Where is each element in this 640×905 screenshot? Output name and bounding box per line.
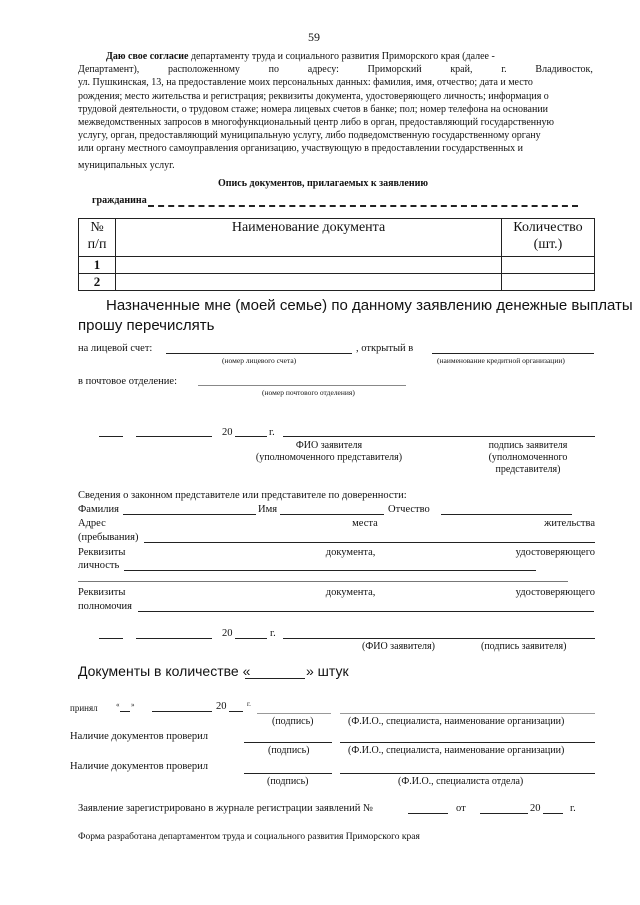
- table-header-row: [79, 219, 595, 257]
- form-footer: Форма разработана департаментом труда и социального развития Приморского края: [78, 832, 420, 842]
- authority-document-line: [78, 587, 595, 598]
- checked1-sign-hint: (подпись): [268, 745, 310, 756]
- consent-line-2: [78, 63, 593, 76]
- consent-word: расположенному: [168, 64, 240, 76]
- consent-line: рождения; место жительства и регистрация; реквизиты документа, удостоверяющего личность; информация о: [78, 90, 549, 102]
- stay-label: (пребывания): [78, 532, 139, 543]
- registration-year-field[interactable]: [543, 813, 563, 814]
- inventory-title: Опись документов, прилагаемых к заявлению: [218, 178, 428, 189]
- registration-year-suffix: г.: [570, 803, 576, 814]
- checked2-signature-field[interactable]: [244, 773, 332, 774]
- accepted-day-field[interactable]: [120, 711, 130, 712]
- checked2-sign-hint: (подпись): [267, 776, 309, 787]
- checked2-fio-field[interactable]: [340, 773, 595, 774]
- date-day-field[interactable]: [99, 436, 123, 437]
- year-suffix: г.: [269, 427, 275, 438]
- docs-count-prefix: Документы в количестве «: [78, 663, 251, 679]
- identity-label: личность: [78, 560, 120, 571]
- docs-count-field[interactable]: [245, 678, 305, 679]
- row-num: 1: [79, 257, 116, 274]
- row-num: 2: [79, 274, 116, 291]
- consent-word: Департамент),: [78, 64, 140, 76]
- header-num-line: №: [90, 220, 104, 235]
- header-num-line: п/п: [87, 237, 107, 252]
- date-year-field[interactable]: [235, 436, 267, 437]
- account-label: на лицевой счет:: [78, 343, 153, 354]
- quote-open: «: [116, 701, 120, 709]
- registration-from: от: [456, 803, 466, 814]
- id-document-line: [78, 547, 595, 558]
- header-qty-line: (шт.): [533, 237, 563, 252]
- row-name-cell[interactable]: [116, 274, 502, 291]
- registration-number-field[interactable]: [408, 813, 448, 814]
- signature-hint-line: представителя): [495, 464, 561, 475]
- post-office-field[interactable]: [198, 385, 406, 386]
- header-qty: [502, 219, 595, 257]
- account-number-field[interactable]: [166, 353, 352, 354]
- year2-suffix: г.: [270, 628, 276, 639]
- consent-word: г.: [501, 64, 507, 76]
- registration-date-field[interactable]: [480, 813, 528, 814]
- consent-line1-rest: департаменту труда и социального развития Приморского края (далее -: [190, 51, 495, 62]
- consent-line: или органу местного самоуправления организацию, участвующую в предоставлении государственных и: [78, 143, 523, 155]
- checked2-fio-hint: (Ф.И.О., специалиста отдела): [398, 776, 524, 787]
- citizen-label: гражданина: [92, 195, 147, 206]
- identity-field[interactable]: [124, 570, 536, 571]
- signature-hint-line: подпись заявителя: [488, 440, 568, 451]
- consent-word: край,: [450, 64, 473, 76]
- account-hint: (номер лицевого счета): [222, 356, 297, 365]
- authority-word: документа,: [325, 587, 376, 598]
- accepted-year-suffix: г.: [247, 700, 251, 708]
- consent-line: межведомственных запросов в многофункциональный центр либо в орган, предоставляющий государственную: [78, 117, 554, 129]
- fio-hint-line: (уполномоченного представителя): [255, 452, 403, 463]
- consent-word: Владивосток,: [535, 64, 593, 76]
- opened-label: , открытый в: [356, 343, 414, 354]
- consent-line: ул. Пушкинская, 13, на предоставление моих персональных данных: фамилия, имя, отчество; дата и место: [78, 77, 533, 89]
- fio-hint: [249, 440, 409, 464]
- address-word: жительства: [544, 518, 595, 529]
- authority-word: удостоверяющего: [515, 587, 595, 598]
- header-name: Наименование документа: [116, 219, 502, 257]
- post-hint: (номер почтового отделения): [262, 388, 355, 397]
- consent-lead: Даю свое согласие: [106, 51, 189, 62]
- consent-line: услугу, орган, предоставляющий муниципальную услугу, либо подведомственную государственному органу: [78, 130, 541, 142]
- payments-line-1: Назначенные мне (моей семье) по данному заявлению денежные выплаты: [106, 297, 633, 314]
- consent-word: Приморский: [367, 64, 422, 76]
- checked2-label: Наличие документов проверил: [70, 761, 209, 772]
- id-word: Реквизиты: [78, 547, 126, 558]
- authority-field[interactable]: [138, 611, 594, 612]
- fio2-hint: (ФИО заявителя): [362, 641, 435, 652]
- address-field[interactable]: [144, 542, 595, 543]
- name-field[interactable]: [280, 514, 384, 515]
- accepted-fio-field[interactable]: [340, 713, 595, 714]
- surname-label: Фамилия: [78, 504, 119, 515]
- consent-last-line: муниципальных услуг.: [78, 159, 175, 171]
- consent-word: по: [268, 64, 280, 76]
- identity-extra-line[interactable]: [78, 581, 568, 582]
- signature-hint: [474, 440, 582, 476]
- header-qty-line: Количество: [513, 220, 583, 235]
- citizen-name-field[interactable]: [148, 205, 578, 207]
- consent-paragraph: [78, 50, 593, 172]
- accepted-sign-hint: (подпись): [272, 716, 314, 727]
- header-num: [79, 219, 116, 257]
- checked1-signature-field[interactable]: [244, 742, 332, 743]
- registration-text: Заявление зарегистрировано в журнале регистрации заявлений №: [78, 803, 374, 814]
- fio-signature-field[interactable]: [283, 436, 595, 437]
- credit-org-field[interactable]: [432, 353, 594, 354]
- date-month-field[interactable]: [136, 436, 212, 437]
- accepted-year-field[interactable]: [229, 711, 243, 712]
- address-word: места: [352, 518, 378, 529]
- consent-line: трудовой деятельности, о трудовом стаже; номера лицевых счетов в банке; пол; номер телефона на основании: [78, 103, 549, 115]
- accepted-signature-field[interactable]: [257, 713, 331, 714]
- patronymic-label: Отчество: [388, 504, 430, 515]
- quote-close: »: [131, 701, 135, 709]
- id-word: удостоверяющего: [515, 547, 595, 558]
- row-qty-cell[interactable]: [502, 274, 595, 291]
- authority-word: Реквизиты: [78, 587, 126, 598]
- patronymic-field[interactable]: [441, 514, 572, 515]
- registration-year-prefix: 20: [530, 803, 541, 814]
- signature2-hint: (подпись заявителя): [481, 641, 567, 652]
- date2-month-field[interactable]: [136, 638, 212, 639]
- checked1-fio-hint: (Ф.И.О., специалиста, наименование организации): [348, 745, 565, 756]
- post-label: в почтовое отделение:: [78, 376, 177, 387]
- consent-line-1: [78, 50, 593, 63]
- fio-hint-line: ФИО заявителя: [295, 440, 363, 451]
- representative-title: Сведения о законном представителе или представителе по доверенности:: [78, 490, 407, 501]
- table-row: [79, 274, 595, 291]
- year-prefix: 20: [222, 427, 233, 438]
- address-word: Адрес: [78, 518, 106, 529]
- accepted-fio-hint: (Ф.И.О., специалиста, наименование организации): [348, 716, 565, 727]
- checked1-fio-field[interactable]: [340, 742, 595, 743]
- credit-org-hint: (наименование кредитной организации): [437, 356, 565, 365]
- payments-line-2: прошу перечислять: [78, 317, 215, 334]
- fio2-signature-field[interactable]: [283, 638, 595, 639]
- authority-label: полномочия: [78, 601, 132, 612]
- name-label: Имя: [258, 504, 278, 515]
- surname-field[interactable]: [123, 514, 256, 515]
- year2-prefix: 20: [222, 628, 233, 639]
- accepted-label: принял: [70, 703, 98, 713]
- date2-year-field[interactable]: [235, 638, 267, 639]
- address-line: [78, 518, 595, 529]
- accepted-year-prefix: 20: [216, 701, 227, 712]
- docs-count-suffix: » штук: [306, 663, 349, 679]
- table-row: [79, 257, 595, 274]
- id-word: документа,: [325, 547, 376, 558]
- signature-hint-line: (уполномоченного: [488, 452, 568, 463]
- row-name-cell[interactable]: [116, 257, 502, 274]
- consent-word: адресу:: [307, 64, 339, 76]
- row-qty-cell[interactable]: [502, 257, 595, 274]
- checked1-label: Наличие документов проверил: [70, 731, 209, 742]
- accepted-month-field[interactable]: [152, 711, 212, 712]
- page-number: 59: [308, 30, 320, 44]
- date2-day-field[interactable]: [99, 638, 123, 639]
- documents-table: [78, 218, 595, 291]
